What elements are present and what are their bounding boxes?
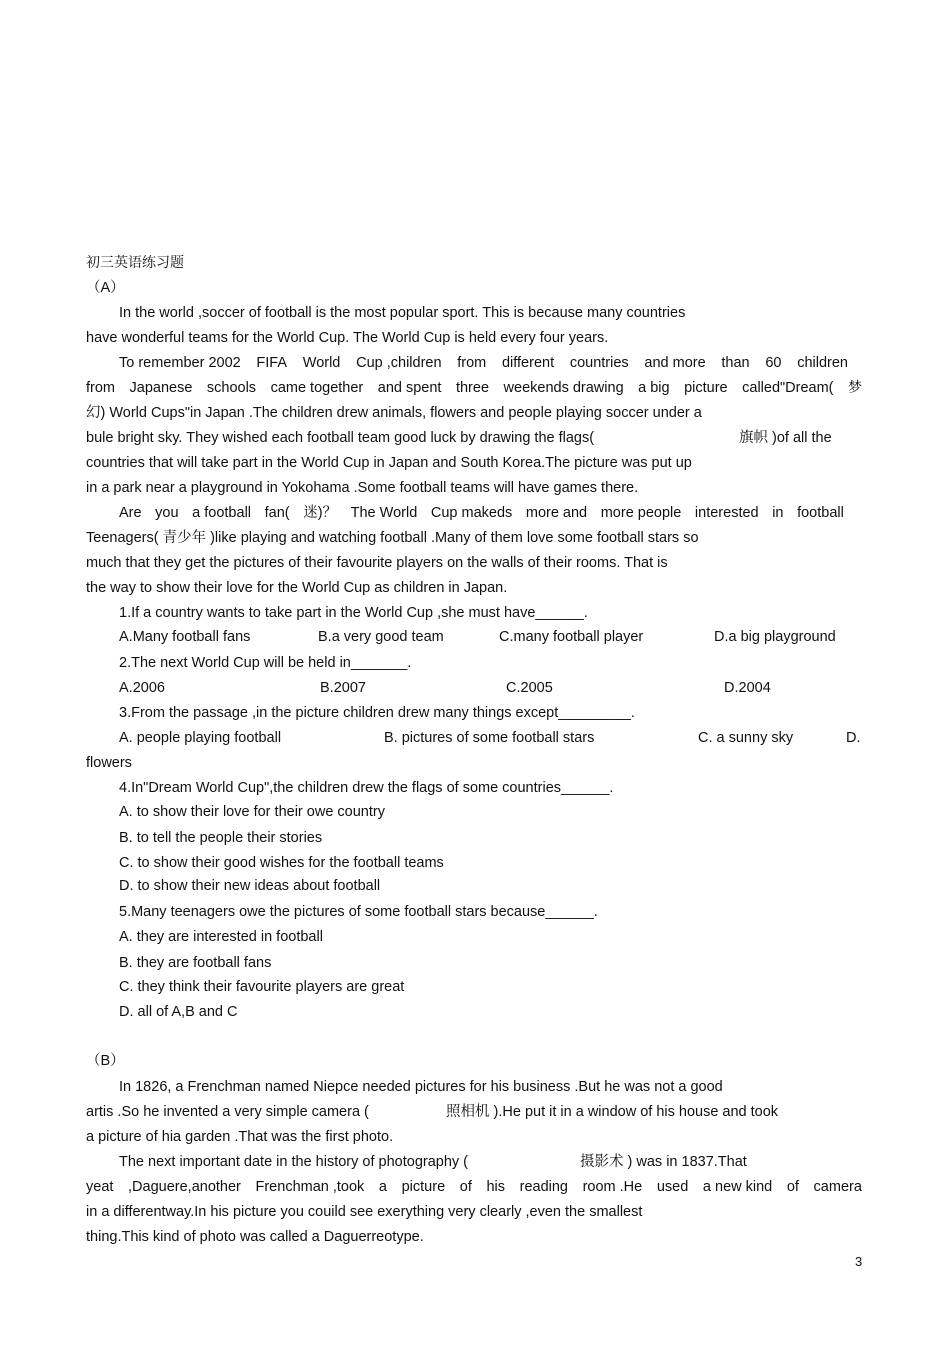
word: fan( [264,505,290,521]
word: schools [206,380,257,396]
word: in [772,505,784,521]
word: yeat [86,1179,114,1195]
word: different [501,355,555,371]
question-4-option-d: D. to show their new ideas about football [119,878,381,894]
word: you [155,505,179,521]
word: children [797,355,848,371]
question-2-option-b: B.2007 [320,680,366,696]
passage-a-p3-line1 [119,504,844,522]
question-1-option-c: C.many football player [499,629,644,645]
word: countries [569,355,629,371]
question-4-option-a: A. to show their love for their owe country [119,804,385,820]
passage-a-p1-line2: have wonderful teams for the World Cup. The World Cup is held every four years. [86,330,609,346]
passage-a-p2-line4-tail: 旗帜 )of all the [739,430,832,446]
passage-a-p3-line4: the way to show their love for the World Cup as children in Japan. [86,580,508,596]
word: weekends drawing [503,380,624,396]
passage-a-p1-line1: In the world ,soccer of football is the most popular sport. This is because many countries [119,305,686,321]
question-5-option-c: C. they think their favourite players are great [119,979,405,995]
word: more and [525,505,588,521]
question-3-option-d-wrap: flowers [86,755,132,771]
question-1-option-d: D.a big playground [714,629,836,645]
question-2-option-c: C.2005 [506,680,553,696]
page-number: 3 [855,1254,863,1269]
word: Frenchman ,took [255,1179,365,1195]
question-2-option-a: A.2006 [119,680,165,696]
word: Cup ,children [356,355,442,371]
word: 梦 [848,380,862,396]
passage-b-p2-line3: in a differentway.In his picture you couild see exerything very clearly ,even the smallest [86,1204,643,1220]
word: To remember 2002 [119,355,241,371]
question-3-option-b: B. pictures of some football stars [384,730,595,746]
passage-b-p1-line2: artis .So he invented a very simple camera ( [86,1104,369,1120]
passage-b-p1-line2-tail: 照相机 ).He put it in a window of his house and took [446,1104,779,1120]
passage-a-p3-line3: much that they get the pictures of their favourite players on the walls of their rooms. That is [86,555,668,571]
word: 迷)？ [303,505,338,521]
question-1-option-a: A.Many football fans [119,629,251,645]
question-1-option-b: B.a very good team [318,629,444,645]
question-5-option-a: A. they are interested in football [119,929,323,945]
passage-b-p2-line1-tail: 摄影术 ) was in 1837.That [580,1154,747,1170]
word: interested [694,505,759,521]
passage-a-p2-line1 [119,354,848,372]
question-3-option-c: C. a sunny sky [698,730,794,746]
passage-a-p3-line2: Teenagers( 青少年 )like playing and watching football .Many of them love some football stars so [86,530,699,546]
passage-a-p2-line2 [86,379,862,397]
passage-b-p2-line2 [86,1178,862,1196]
section-b-label: （B） [86,1053,125,1069]
word: from [86,380,115,396]
question-4-option-c: C. to show their good wishes for the football teams [119,855,444,871]
word: and more [644,355,706,371]
page-title: 初三英语练习题 [86,255,184,271]
question-1-stem: 1.If a country wants to take part in the World Cup ,she must have______. [119,605,588,621]
word: his [486,1179,505,1195]
word: a football [192,505,252,521]
word: Are [119,505,142,521]
question-5-stem: 5.Many teenagers owe the pictures of some football stars because______. [119,904,598,920]
word: of [459,1179,472,1195]
word: 60 [765,355,782,371]
question-3-stem: 3.From the passage ,in the picture children drew many things except_________. [119,705,635,721]
passage-a-p2-line5: countries that will take part in the World Cup in Japan and South Korea.The picture was put up [86,455,692,471]
word: of [786,1179,799,1195]
word: FIFA [256,355,288,371]
word: three [455,380,490,396]
word: room .He [582,1179,643,1195]
passage-b-p2-line1: The next important date in the history of photography ( [119,1154,469,1170]
word: than [721,355,750,371]
passage-b-p1-line1: In 1826, a Frenchman named Niepce needed pictures for his business .But he was not a good [119,1079,723,1095]
word: picture [684,380,728,396]
word: and spent [377,380,442,396]
word: ,Daguere,another [128,1179,241,1195]
section-a-label: （A） [86,280,125,296]
word: reading [519,1179,568,1195]
word: The World [350,505,418,521]
word: a big [638,380,670,396]
passage-b-p1-line3: a picture of hia garden .That was the first photo. [86,1129,394,1145]
question-5-option-b: B. they are football fans [119,955,272,971]
question-4-stem: 4.In"Dream World Cup",the children drew the flags of some countries______. [119,780,614,796]
question-4-option-b: B. to tell the people their stories [119,830,323,846]
passage-a-p2-line6: in a park near a playground in Yokohama .Some football teams will have games there. [86,480,639,496]
question-2-option-d: D.2004 [724,680,771,696]
word: came together [270,380,364,396]
question-2-stem: 2.The next World Cup will be held in_______. [119,655,412,671]
word: World [302,355,341,371]
word: used [656,1179,689,1195]
question-5-option-d: D. all of A,B and C [119,1004,238,1020]
word: Cup makeds [430,505,513,521]
word: from [457,355,487,371]
word: Japanese [129,380,193,396]
word: more people [600,505,682,521]
question-3-option-a: A. people playing football [119,730,282,746]
word: a new kind [702,1179,773,1195]
passage-a-p2-line4: bule bright sky. They wished each football team good luck by drawing the flags( [86,430,595,446]
passage-a-p2-line3: 幻) World Cups"in Japan .The children drew animals, flowers and people playing soccer under a [86,405,702,421]
word: a [378,1179,387,1195]
word: football [797,505,844,521]
question-3-option-d: D. [846,730,861,746]
word: picture [401,1179,446,1195]
passage-b-p2-line4: thing.This kind of photo was called a Daguerreotype. [86,1229,424,1245]
word: called"Dream( [742,380,834,396]
word: camera [813,1179,862,1195]
